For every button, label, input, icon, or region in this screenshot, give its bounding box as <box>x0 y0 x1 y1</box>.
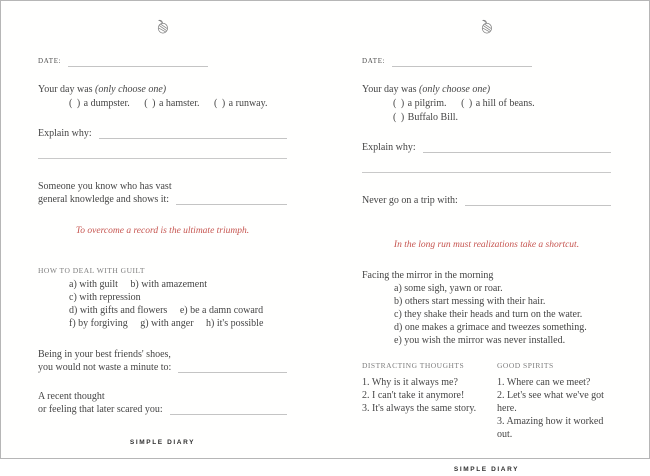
list-item: 3. Amazing how it worked out. <box>497 416 604 440</box>
mirror-option[interactable]: d) one makes a grimace and tweezes something. <box>394 322 587 333</box>
trip-section <box>362 194 611 207</box>
choice-label: a hill of beans. <box>475 98 535 109</box>
date-field <box>362 56 611 68</box>
guilt-option[interactable]: d) with gifts and flowers <box>69 305 168 316</box>
choice-checkbox[interactable]: ( ) <box>144 98 157 109</box>
day-was-prompt <box>38 83 287 97</box>
friends-shoes-line2: you would not waste a minute to: <box>38 362 172 373</box>
mirror-option[interactable]: a) some sigh, yawn or roar. <box>394 283 503 294</box>
explain-write-line[interactable] <box>423 152 611 153</box>
guilt-options-line <box>69 304 287 317</box>
page-footer <box>362 462 611 476</box>
page-footer <box>38 435 287 449</box>
guilt-options-line <box>69 317 287 330</box>
vast-knowledge-section <box>38 180 287 206</box>
guilt-options <box>38 278 287 330</box>
list-item: 2. I can't take it anymore! <box>362 390 465 401</box>
day-was-instruction: (only choose one) <box>95 84 167 95</box>
mirror-heading: Facing the mirror in the morning <box>362 270 494 281</box>
choice-label: a runway. <box>228 98 268 109</box>
diary-page-left <box>1 1 325 458</box>
good-spirits-list <box>497 376 611 441</box>
list-item: 2. Let's see what we've got here. <box>497 390 604 414</box>
guilt-option[interactable]: b) with amazement <box>130 279 208 290</box>
distracting-thoughts-column <box>362 360 497 441</box>
friends-shoes-section <box>38 348 287 374</box>
mirror-option[interactable]: c) they shake their heads and turn on the water. <box>394 309 583 320</box>
berry-emblem-icon <box>155 18 170 35</box>
mirror-options <box>362 282 611 347</box>
date-write-line[interactable] <box>392 66 532 67</box>
diary-page-right <box>325 1 649 473</box>
explain-field <box>38 127 287 140</box>
vast-knowledge-line1: Someone you know who has vast <box>38 181 172 192</box>
day-option[interactable] <box>461 98 535 109</box>
vast-knowledge-line2: general knowledge and shows it: <box>38 194 170 205</box>
footer-brand: SIMPLE DIARY <box>453 466 520 473</box>
extra-write-line[interactable] <box>38 157 287 159</box>
choice-label: a pilgrim. <box>407 98 447 109</box>
day-option[interactable] <box>393 112 458 123</box>
explain-write-line[interactable] <box>99 138 287 139</box>
mirror-option[interactable]: e) you wish the mirror was never installed. <box>394 335 566 346</box>
choice-label: a hamster. <box>158 98 200 109</box>
aphorism-quote: To overcome a record is the ultimate triumph. <box>75 226 250 236</box>
good-spirits-column <box>497 360 611 441</box>
day-options-row <box>362 97 611 125</box>
choice-checkbox[interactable]: ( ) <box>393 98 406 109</box>
mirror-option[interactable]: b) others start messing with their hair. <box>394 296 546 307</box>
day-was-section <box>38 83 287 111</box>
vast-knowledge-write-line[interactable] <box>176 204 287 205</box>
guilt-option[interactable]: e) be a damn coward <box>179 305 264 316</box>
day-option[interactable] <box>69 98 130 109</box>
friends-shoes-write-line[interactable] <box>178 372 287 373</box>
date-label: DATE: <box>362 57 386 65</box>
recent-thought-line2: or feeling that later scared you: <box>38 404 163 415</box>
guilt-option[interactable]: a) with guilt <box>69 279 118 290</box>
emblem-row-right <box>362 18 611 36</box>
friends-shoes-line1: Being in your best friends' shoes, <box>38 349 171 360</box>
good-spirits-heading: GOOD SPIRITS <box>497 361 554 370</box>
list-item: 1. Why is it always me? <box>362 377 458 388</box>
day-option[interactable] <box>393 98 447 109</box>
day-was-instruction: (only choose one) <box>419 84 491 95</box>
choice-checkbox[interactable]: ( ) <box>461 98 474 109</box>
footer-brand: SIMPLE DIARY <box>129 439 196 446</box>
recent-thought-line1: A recent thought <box>38 391 105 402</box>
day-options-row <box>38 97 287 111</box>
day-was-prefix: Your day was <box>38 84 93 95</box>
guilt-option[interactable]: g) with anger <box>140 318 194 329</box>
day-option[interactable] <box>144 98 199 109</box>
trip-label: Never go on a trip with: <box>362 195 458 206</box>
emblem-row-left <box>38 18 287 36</box>
guilt-option[interactable]: h) it's possible <box>206 318 264 329</box>
guilt-option[interactable]: f) by forgiving <box>69 318 128 329</box>
recent-thought-section <box>38 390 287 416</box>
choice-label: a dumpster. <box>83 98 130 109</box>
explain-label: Explain why: <box>362 142 416 153</box>
day-option[interactable] <box>214 98 267 109</box>
day-was-section <box>362 83 611 125</box>
list-item: 1. Where can we meet? <box>497 377 591 388</box>
distracting-thoughts-heading: DISTRACTING THOUGHTS <box>362 361 465 370</box>
trip-write-line[interactable] <box>465 205 611 206</box>
explain-label: Explain why: <box>38 128 92 139</box>
choice-checkbox[interactable]: ( ) <box>393 112 406 123</box>
guilt-option[interactable]: c) with repression <box>69 292 141 303</box>
choice-checkbox[interactable]: ( ) <box>69 98 82 109</box>
extra-write-line[interactable] <box>362 171 611 173</box>
list-item: 3. It's always the same story. <box>362 403 477 414</box>
guilt-section <box>38 265 287 330</box>
aphorism-quote: In the long run must realizations take a shortcut. <box>393 240 580 250</box>
choice-checkbox[interactable]: ( ) <box>214 98 227 109</box>
explain-field <box>362 141 611 154</box>
date-label: DATE: <box>38 57 62 65</box>
day-was-prompt <box>362 83 611 97</box>
date-write-line[interactable] <box>68 66 208 67</box>
date-field <box>38 56 287 68</box>
distracting-thoughts-list <box>362 376 497 415</box>
choice-label: Buffalo Bill. <box>407 112 459 123</box>
mirror-section <box>362 269 611 347</box>
guilt-section-heading: HOW TO DEAL WITH GUILT <box>38 266 145 275</box>
berry-emblem-icon <box>479 18 494 35</box>
guilt-options-line <box>69 278 287 304</box>
recent-thought-write-line[interactable] <box>170 414 287 415</box>
thoughts-columns <box>362 360 611 441</box>
day-was-prefix: Your day was <box>362 84 417 95</box>
